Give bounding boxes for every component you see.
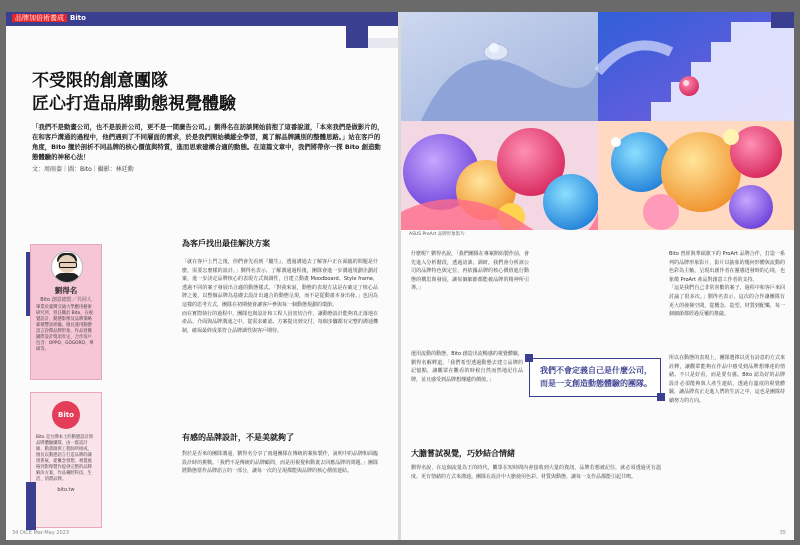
issue-label: DiCE Mar-May 2023 xyxy=(19,530,70,536)
company-url: bito.tw xyxy=(57,487,75,493)
decor-block xyxy=(771,12,794,28)
glasses-shape xyxy=(59,262,77,268)
quote-corner xyxy=(657,393,665,401)
profile-role: Bito 創意總監／共同人 xyxy=(40,297,92,303)
page-footer xyxy=(12,530,69,536)
paragraph: 而在實際執行的過程中，團隊也與設計和工程人員密切合作，讓動態設計能夠真正落地在產品、介面與品牌溝通之中。從需求確認、方案提出到交付，每個步驟都有完整的溝通機制，確保最終成果符合品牌調性與客戶期待。 xyxy=(182,310,378,334)
paragraph: 什麼呢？劉得名說，「我們團隊在專案開始製作前，會先進入分析階段，透過訪談、調研，我們會分析該公司的品牌特色與定位，再依據品牌的核心價值進行動態的構思與發展，讓每個細節都能被品牌的精神所引導。」 xyxy=(411,251,529,292)
right-page xyxy=(401,12,794,540)
avatar xyxy=(51,251,83,283)
body-text xyxy=(182,450,378,522)
body-text xyxy=(411,250,529,346)
pull-quote xyxy=(529,358,661,397)
body-shape xyxy=(54,273,80,283)
left-page xyxy=(6,12,398,540)
decor-block xyxy=(346,26,368,48)
section-tag-label: 品牌加倍術養成 xyxy=(12,14,67,22)
company-card xyxy=(30,392,102,528)
decor-block xyxy=(368,38,398,48)
pull-quote-text: 我們不會定義自己是什麼公司，而是一支創造動態體驗的團隊。 xyxy=(540,366,652,388)
article-intro: 「我們不是動畫公司，也不是設計公司，更不是一間廣告公司。」劉得名在訪談開始前抱了這番說道，「本來我們是做影片的，在和客戶溝通的過程中，他們遇到了不同層面的需求，於是我們開始橫縱全學習，奠了解品牌識別的整體思路。」站在客戶的角度，Bito 擅於剖析不同品牌的核心價值與特質，進而思索建構合適的動態。在這篇文章中，我們將帶你一探 Bito 創造動態體驗的神秘心法！ xyxy=(32,123,384,161)
profile-name: 劉得名 xyxy=(54,286,78,295)
section-heading: 有感的品牌設計，不是美就夠了 xyxy=(182,433,294,442)
section-tag xyxy=(12,13,86,23)
paragraph: Bito 曾經與華碩旗下的 ProArt 品牌合作，打造一系列的品牌形象影片，影片以抽象的幾何形體與流動的色彩為主軸，呈現出創作者在靈感迸發時的心境，也象徵 ProArt 產品對創意工作者的支持。 xyxy=(669,251,785,283)
profile-bio: 畢業於臺灣交通大學應用藝術研究所，曾任職於 Bito，在視覺設計、動態影像及品牌策略累積豐富經驗。擅長運用動態語言詮釋品牌形象，作品曾獲國際設計獎項肯定，合作客戶包含：OPPO、GOGORO、華碩等。 xyxy=(36,305,94,352)
page-number: 34 xyxy=(12,530,19,536)
image-caption: ASUS ProArt 品牌形象影片 xyxy=(409,232,465,237)
section-heading: 為客戶找出最佳解決方案 xyxy=(182,239,270,248)
body-text xyxy=(669,354,785,526)
paragraph: 劉得名說，在這個流量為王的時代，觀眾在短時間內會接收到大量的資訊，品牌若想被記住，就必須透過更有溫度、更有情緒的方式來溝通。團隊在設計中大膽使用色彩、材質與動態，讓每一支作品都能引起共鳴。 xyxy=(411,465,661,480)
company-bio: Bito 是台灣本土的動態設計與品牌體驗團隊，由一群設計師、動畫師與工程師所組成。擅長以動態語言打造品牌的識別系統，從概念發想、視覺風格到影像製作提供完整的品牌解決方案，作品橫跨科技、生活、消費品牌。 xyxy=(36,435,94,482)
paragraph: 「這是我們自己非常喜歡的案子，過程中和客戶來回討論了很多次。」劉得名表示，這次的合作讓團隊有更大的發揮空間，從概念、造型、材質到配樂，每一個細節都經過反覆的推敲。 xyxy=(669,285,785,318)
paragraph: 對於是否來的團隊溝通，劉得名分享了雨週團隊在傳統的案和製作，說明中的品牌和面臨設計時的挑戰。「我們不是傳統的品牌顧問，而是用視覺和動畫去回應品牌的問題。」團隊將動態當作品牌語言的一部分，讓每一次的呈現都能與品牌的核心價值連結。 xyxy=(182,451,378,475)
hero-artwork xyxy=(401,12,794,230)
body-text xyxy=(182,258,378,420)
body-text xyxy=(411,464,661,524)
paragraph: 運用流動的動態，Bito 創造出流暢感的視覺體驗，劉得名解釋道，「我們希望透過動態去建立品牌的記憶點，讓觀眾在觀看的時候自然而然地記住品牌，並且感受到品牌想傳遞的價值。」 xyxy=(411,351,523,383)
body-text xyxy=(669,250,785,350)
paragraph: 「就在客戶上門之後，你們會先看到『屬生』，透過溝通去了解客戶正在面臨的問題是什麼，需要怎麼樣的設計。」劉得名表示，了解溝通過程後，團隊會進一步溝通規劃企劃討案，進一步決定品牌核心的表現方式與調性，自建立動畫 Moodboard、Style frame，透過不同的案子發展出合適的動態樣式。「對我來說，動態的表現方法是在確定了核心品牌之後，以整個品牌為基礎去設計出適合的動態呈現，而不是從動畫本身出發。」也因為這樣的思考方式，團隊在初期便會讓客戶參與每一個動態規劃的環節。 xyxy=(182,259,378,308)
card-shadow xyxy=(26,482,36,530)
title-line-2: 匠心打造品牌動態視覺體驗 xyxy=(32,94,236,114)
profile-card xyxy=(30,244,102,380)
article-credits: 文：周雨蓁｜圖：Bito｜攝影：林廷勳 xyxy=(32,166,134,173)
quote-corner xyxy=(525,354,533,362)
body-text xyxy=(411,350,523,440)
page-number: 35 xyxy=(779,530,786,536)
section-heading: 大膽嘗試視覺，巧妙結合情緒 xyxy=(411,449,515,458)
hero-image xyxy=(401,12,794,230)
article-title xyxy=(32,70,236,116)
paragraph: 所以在動態的表現上，團隊選擇以更有詩意的方式來詮釋，讓觀眾能夠在作品中感受到品牌想傳達的情緒。不只是好看，而是要有感。Bito 認為好的品牌設計必須能夠與人產生連結，透過有溫度的視覺體驗，讓品牌真正走進人們的生活之中，這也是團隊持續努力的方向。 xyxy=(669,355,785,404)
section-tag-sub: Bito xyxy=(70,14,86,22)
section-header-bar xyxy=(6,12,398,26)
title-line-1: 不受限的創意團隊 xyxy=(32,71,168,91)
bito-logo-icon: Bito xyxy=(52,401,80,429)
